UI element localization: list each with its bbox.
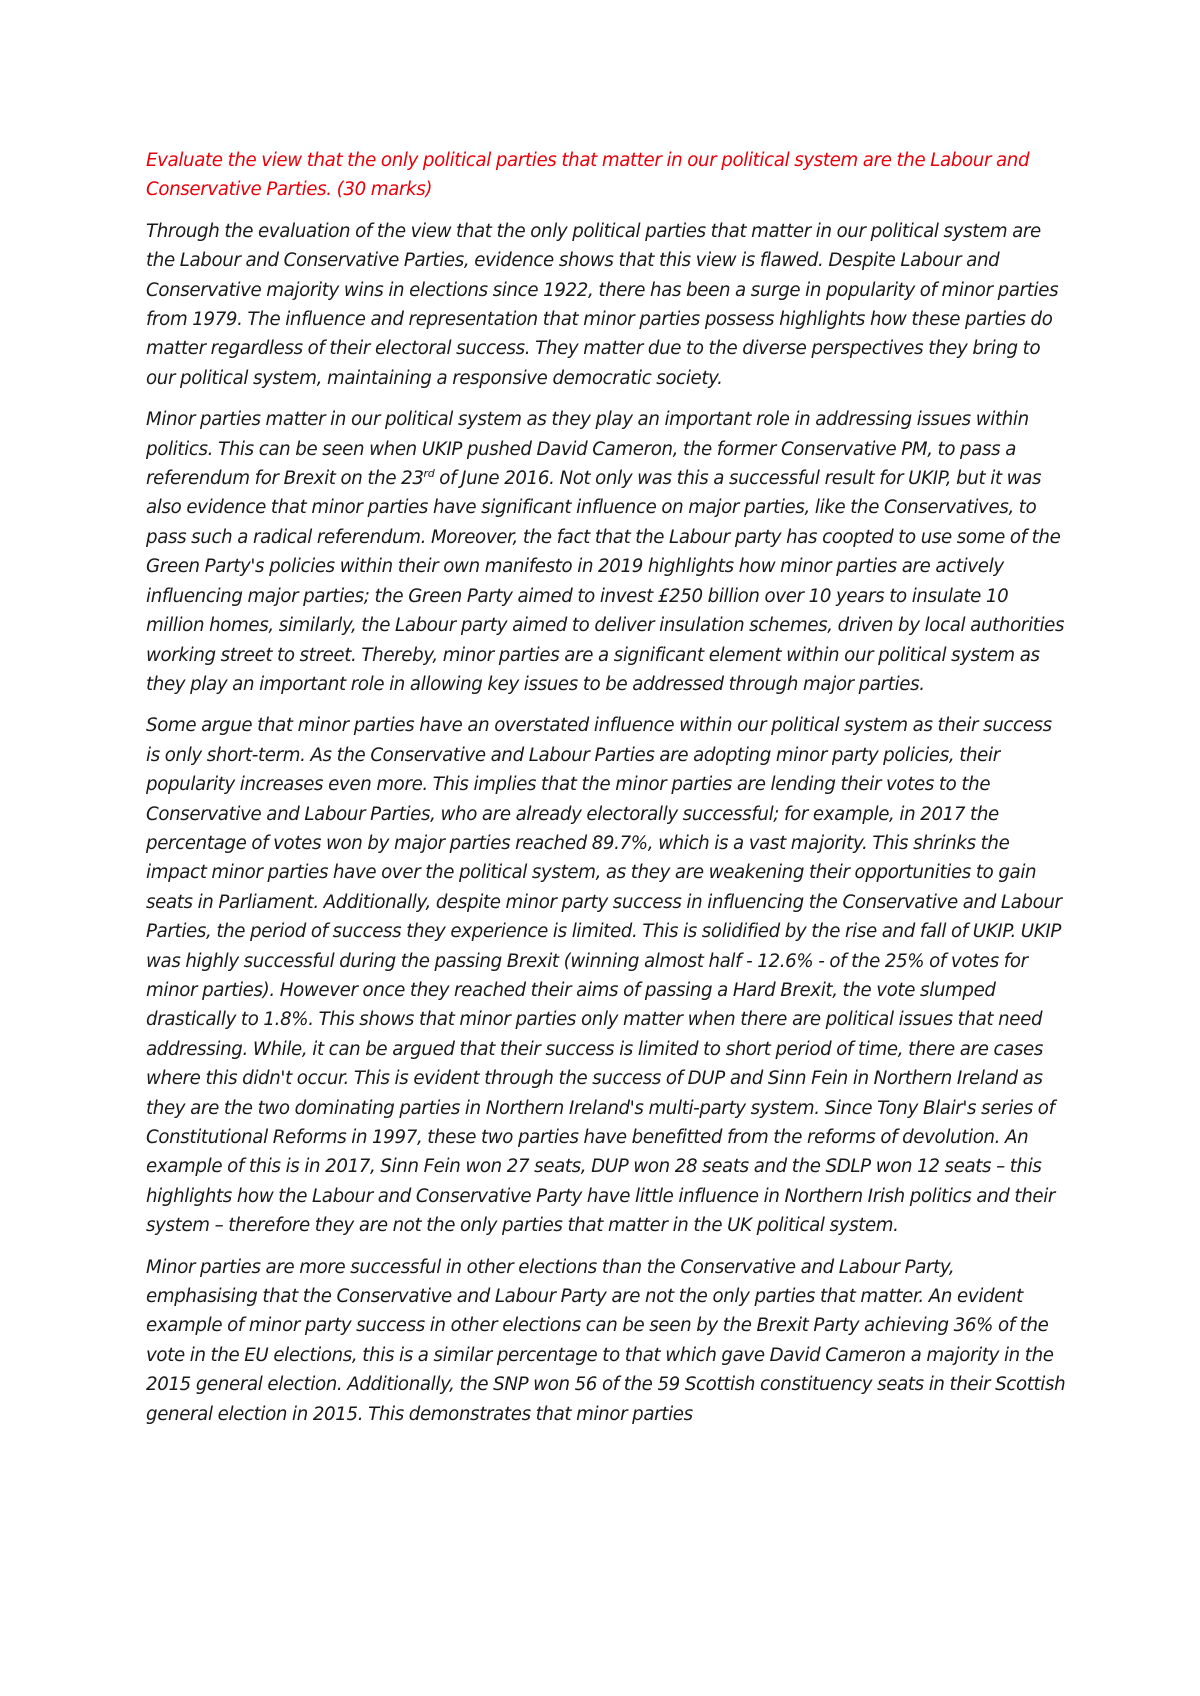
paragraph-introduction: Through the evaluation of the view that the only political parties that matter in our political system are the Labour and Conservative Parties, evidence shows that this view is flawed. Despite Labour and Conservative majority wins in elections since 1922, there has been a surge in popularity of minor parties from 1979. The influence and representation that minor parties possess highlights how these parties do matter regardless of their electoral success. They matter due to the diverse perspectives they bring to our political system, maintaining a responsive democratic society. <box>146 220 1059 389</box>
essay-body <box>146 146 1066 1441</box>
essay-question: Evaluate the view that the only political parties that matter in our political system are the Labour and Conservative Parties. (30 marks) <box>146 150 1030 201</box>
paragraph-text-before-superscript: Minor parties matter in our political system as they play an important role in addressing issues within politics. This can be seen when UKIP pushed David Cameron, the former Conservative PM, to pass a referendum for Brexit on the 23 <box>146 409 1029 490</box>
ordinal-superscript: rd <box>423 467 435 481</box>
paragraph-counterargument: Some argue that minor parties have an overstated influence within our political system as their success is only short-term. As the Conservative and Labour Parties are adopting minor party policies, their popularity increases even more. This implies that the minor parties are lending their votes to the Conservative and Labour Parties, who are already electorally successful; for example, in 2017 the percentage of votes won by major parties reached 89.7%, which is a vast majority. This shrinks the impact minor parties have over the political system, as they are weakening their opportunities to gain seats in Parliament. Additionally, despite minor party success in influencing the Conservative and Labour Parties, the period of success they experience is limited. This is solidified by the rise and fall of UKIP. UKIP was highly successful during the passing Brexit (winning almost half - 12.6% - of the 25% of votes for minor parties). However once they reached their aims of passing a Hard Brexit, the vote slumped drastically to 1.8%. This shows that minor parties only matter when there are political issues that need addressing. While, it can be argued that their success is limited to short period of time, there are cases where this didn't occur. This is evident through the success of DUP and Sinn Fein in Northern Ireland as they are the two dominating parties in Northern Ireland's multi-party system. Since Tony Blair's series of Constitutional Reforms in 1997, these two parties have benefitted from the reforms of devolution. An example of this is in 2017, Sinn Fein won 27 seats, DUP won 28 seats and the SDLP won 12 seats – this highlights how the Labour and Conservative Party have little influence in Northern Irish politics and their system – therefore they are not the only parties that matter in the UK political system. <box>146 715 1062 1237</box>
paragraph-minor-party-influence <box>146 405 1066 699</box>
paragraph-other-elections: Minor parties are more successful in other elections than the Conservative and Labour Party, emphasising that the Conservative and Labour Party are not the only parties that matter. An evident example of minor party success in other elections can be seen by the Brexit Party achieving 36% of the vote in the EU elections, this is a similar percentage to that which gave David Cameron a majority in the 2015 general election. Additionally, the SNP won 56 of the 59 Scottish constituency seats in their Scottish general election in 2015. This demonstrates that minor parties <box>146 1256 1066 1425</box>
paragraph-text-after-superscript: of June 2016. Not only was this a successful result for UKIP, but it was also evidence that minor parties have significant influence on major parties, like the Conservatives, to pass such a radical referendum. Moreover, the fact that the Labour party has coopted to use some of the Green Party's policies within their own manifesto in 2019 highlights how minor parties are actively influencing major parties; the Green Party aimed to invest £250 billion over 10 years to insulate 10 million homes, similarly, the Labour party aimed to deliver insulation schemes, driven by local authorities working street to street. Thereby, minor parties are a significant element within our political system as they play an important role in allowing key issues to be addressed through major parties. <box>146 468 1065 695</box>
